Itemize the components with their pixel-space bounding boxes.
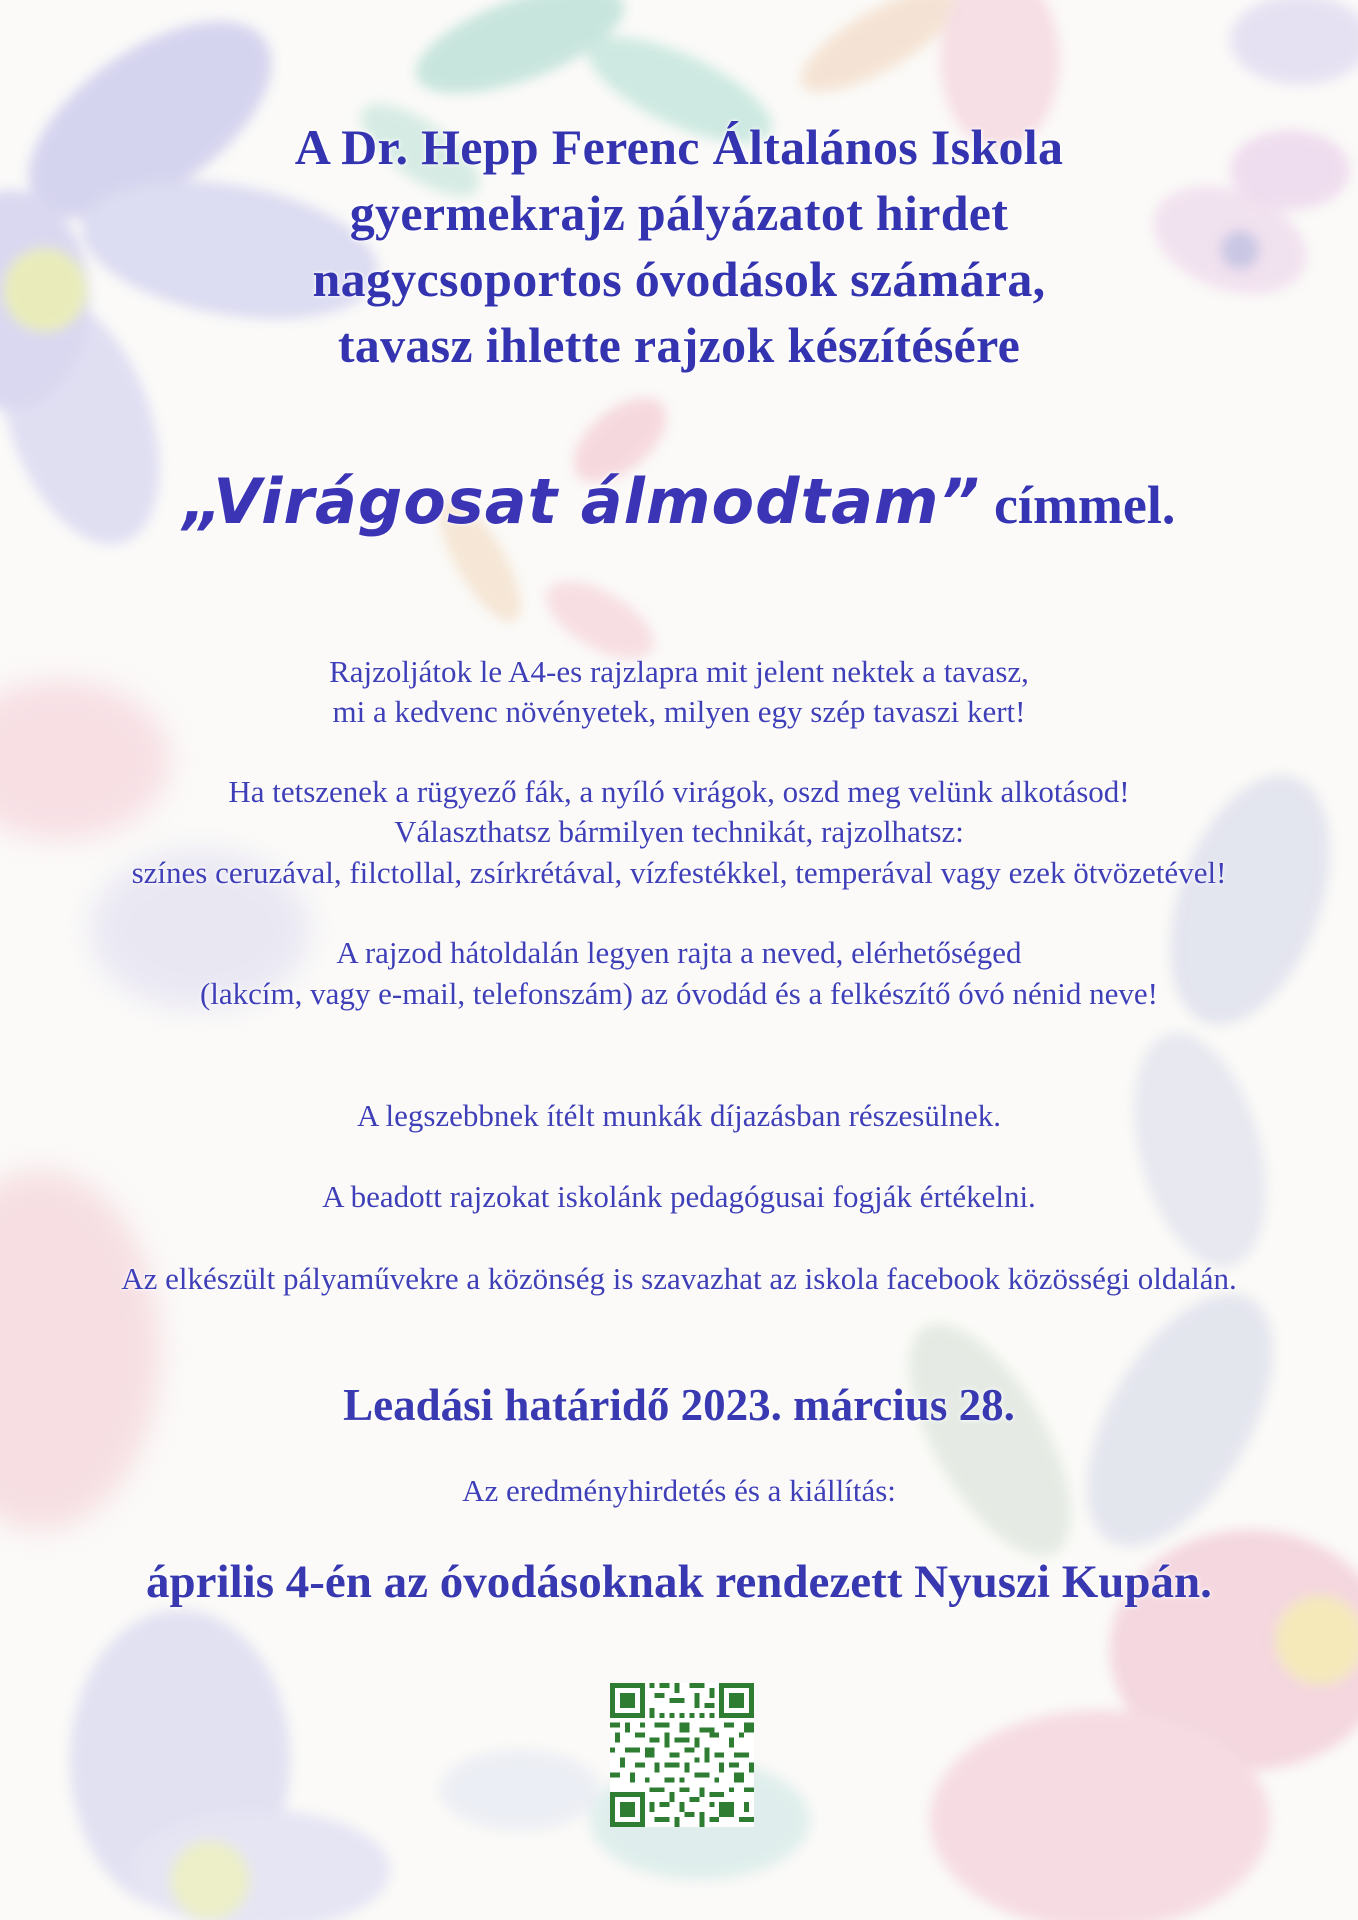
body-line: Választhatsz bármilyen technikát, rajzolhatsz: <box>394 814 964 849</box>
header-line-2: gyermekrajz pályázatot hirdet <box>349 185 1009 241</box>
deadline: Leadási határidő 2023. március 28. <box>343 1380 1015 1430</box>
body-line: A legszebbnek ítélt munkák díjazásban részesülnek. <box>357 1098 1001 1133</box>
body-line: színes ceruzával, filctollal, zsírkrétával, vízfestékkel, temperával vagy ezek ötvözetével! <box>131 855 1227 890</box>
motto-title <box>0 465 1358 538</box>
body-line: (lakcím, vagy e-mail, telefonszám) az óvodád és a felkészítő óvó nénid neve! <box>199 976 1159 1011</box>
body-line: A rajzod hátoldalán legyen rajta a neved, elérhetőséged <box>336 935 1022 970</box>
motto-suffix: címmel. <box>993 475 1176 535</box>
qr-code[interactable] <box>610 1683 754 1827</box>
body-line: Rajzoljátok le A4-es rajzlapra mit jelent nektek a tavasz, <box>329 654 1029 689</box>
body-line: Az elkészült pályaművekre a közönség is szavazhat az iskola facebook közösségi oldalán. <box>121 1261 1237 1296</box>
header-line-1: A Dr. Hepp Ferenc Általános Iskola <box>294 119 1064 175</box>
header-line-3: nagycsoportos óvodások számára, <box>312 251 1046 307</box>
results-event: április 4-én az óvodásoknak rendezett Nyuszi Kupán. <box>146 1556 1212 1608</box>
results-label: Az eredményhirdetés és a kiállítás: <box>462 1473 896 1508</box>
body-line: A beadott rajzokat iskolánk pedagógusai fogják értékelni. <box>322 1179 1036 1214</box>
body-line: mi a kedvenc növényetek, milyen egy szép tavaszi kert! <box>332 694 1026 729</box>
motto-name: Virágosat álmodtam <box>213 465 940 538</box>
body-line: Ha tetszenek a rügyező fák, a nyíló virágok, oszd meg velünk alkotásod! <box>228 774 1130 809</box>
header-line-4: tavasz ihlette rajzok készítésére <box>337 317 1021 373</box>
motto-open-quote: „ <box>182 465 214 538</box>
motto-close-quote: ” <box>939 465 981 538</box>
